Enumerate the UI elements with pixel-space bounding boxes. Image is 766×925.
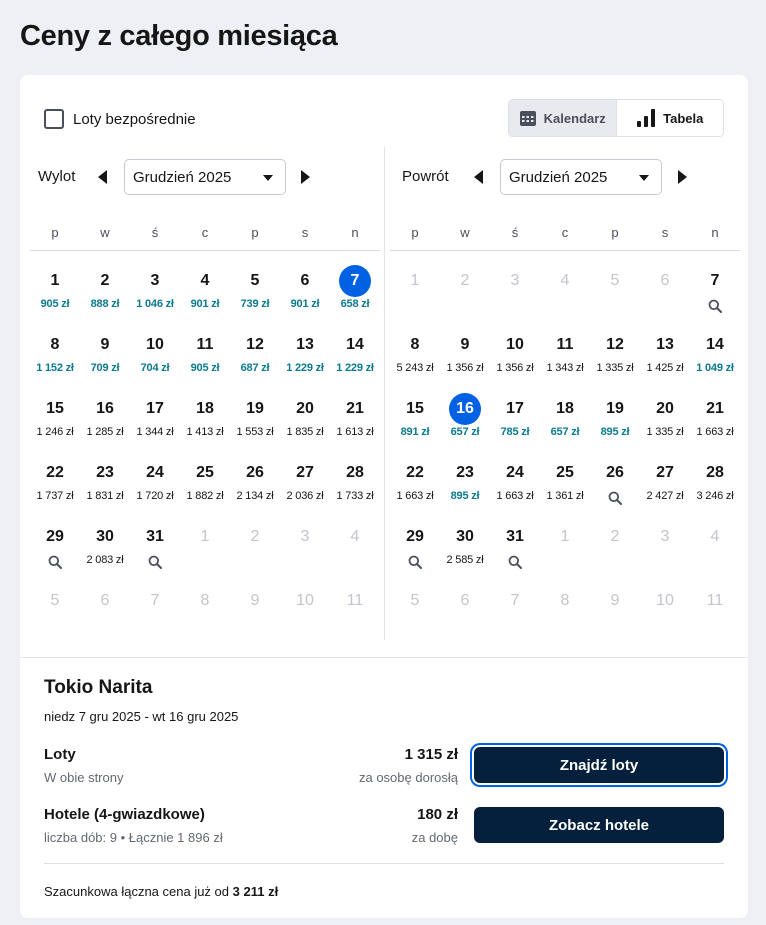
day-number: 10 bbox=[296, 592, 314, 609]
day-number: 5 bbox=[410, 592, 420, 609]
find-flights-button[interactable]: Znajdź loty bbox=[474, 747, 724, 783]
day-number: 10 bbox=[506, 336, 524, 353]
calendar-day[interactable] bbox=[280, 329, 330, 393]
page-title: Ceny z całego miesiąca bbox=[20, 20, 338, 52]
return-month-value: Grudzień 2025 bbox=[509, 169, 608, 186]
day-number: 10 bbox=[146, 336, 164, 353]
destination-title: Tokio Narita bbox=[44, 677, 153, 698]
day-price: 657 zł bbox=[550, 426, 580, 438]
calendar-day bbox=[690, 585, 740, 649]
calendar-day[interactable] bbox=[540, 457, 590, 521]
calendar-day[interactable] bbox=[330, 457, 380, 521]
tab-table-label: Tabela bbox=[663, 110, 704, 126]
search-icon bbox=[708, 299, 722, 313]
calendar-day bbox=[490, 265, 540, 329]
calendar-day[interactable] bbox=[440, 393, 490, 457]
day-price: 1 835 zł bbox=[286, 426, 324, 438]
departure-label: Wylot bbox=[38, 168, 76, 185]
departure-month-select[interactable] bbox=[124, 159, 286, 195]
day-number: 17 bbox=[146, 400, 164, 417]
search-icon bbox=[148, 555, 162, 569]
calendar-day[interactable] bbox=[80, 393, 130, 457]
calendar-day[interactable] bbox=[330, 393, 380, 457]
day-price: 1 425 zł bbox=[646, 362, 684, 374]
calendar-day bbox=[590, 521, 640, 585]
day-number: 21 bbox=[346, 400, 364, 417]
day-number: 9 bbox=[100, 336, 110, 353]
calendar-day[interactable] bbox=[180, 457, 230, 521]
day-price: 1 882 zł bbox=[186, 490, 224, 502]
weekday-label: w bbox=[460, 225, 470, 240]
calendar-day[interactable] bbox=[640, 393, 690, 457]
day-number: 4 bbox=[200, 272, 210, 289]
day-number: 9 bbox=[460, 336, 470, 353]
calendar-day[interactable] bbox=[490, 393, 540, 457]
calendar-day[interactable] bbox=[690, 265, 740, 329]
calendar-day[interactable] bbox=[130, 521, 180, 585]
day-price: 1 553 zł bbox=[236, 426, 274, 438]
calendar-day bbox=[640, 521, 690, 585]
calendar-day[interactable] bbox=[540, 329, 590, 393]
day-number: 27 bbox=[296, 464, 314, 481]
day-number: 31 bbox=[506, 528, 524, 545]
next-month-arrow-icon[interactable] bbox=[675, 168, 689, 186]
day-price: 1 285 zł bbox=[86, 426, 124, 438]
day-number: 28 bbox=[346, 464, 364, 481]
day-price: 901 zł bbox=[290, 298, 320, 310]
calendar-day bbox=[280, 585, 330, 649]
day-number: 11 bbox=[556, 336, 574, 353]
day-price: 1 737 zł bbox=[36, 490, 74, 502]
day-number: 7 bbox=[710, 272, 720, 289]
day-number: 25 bbox=[556, 464, 574, 481]
departure-day-grid bbox=[30, 265, 380, 649]
flights-title: Loty bbox=[44, 746, 76, 763]
calendar-day[interactable] bbox=[490, 329, 540, 393]
day-price: 1 046 zł bbox=[136, 298, 174, 310]
day-price: 687 zł bbox=[240, 362, 270, 374]
calendar-day[interactable] bbox=[390, 457, 440, 521]
calendar-day[interactable] bbox=[390, 521, 440, 585]
day-number: 12 bbox=[606, 336, 624, 353]
departure-month-nav bbox=[30, 159, 385, 195]
day-price: 2 585 zł bbox=[446, 554, 484, 566]
day-number: 6 bbox=[300, 272, 310, 289]
calendar-day[interactable] bbox=[280, 393, 330, 457]
calendar-day[interactable] bbox=[230, 265, 280, 329]
day-number: 14 bbox=[706, 336, 724, 353]
day-price: 1 720 zł bbox=[136, 490, 174, 502]
weekday-header bbox=[30, 225, 380, 251]
day-number: 7 bbox=[339, 265, 371, 297]
weekday-label: s bbox=[301, 225, 309, 240]
trip-summary bbox=[20, 657, 748, 918]
day-number: 3 bbox=[510, 272, 520, 289]
hotels-price: 180 zł bbox=[417, 806, 458, 823]
calendar-day[interactable] bbox=[280, 265, 330, 329]
calendar-day[interactable] bbox=[30, 265, 80, 329]
day-price: 657 zł bbox=[450, 426, 480, 438]
tab-calendar-label: Kalendarz bbox=[543, 110, 606, 126]
day-number: 23 bbox=[456, 464, 474, 481]
day-number: 20 bbox=[656, 400, 674, 417]
day-price: 1 229 zł bbox=[286, 362, 324, 374]
day-number: 3 bbox=[300, 528, 310, 545]
weekday-label: ś bbox=[511, 225, 519, 240]
flights-subtitle: W obie strony bbox=[44, 770, 124, 785]
calendar-day[interactable] bbox=[130, 329, 180, 393]
day-price: 1 049 zł bbox=[696, 362, 734, 374]
day-number: 8 bbox=[200, 592, 210, 609]
calendar-day bbox=[130, 585, 180, 649]
calendar-day bbox=[440, 585, 490, 649]
calendar-day bbox=[180, 585, 230, 649]
day-price: 3 246 zł bbox=[696, 490, 734, 502]
day-number: 25 bbox=[196, 464, 214, 481]
search-icon bbox=[408, 555, 422, 569]
day-price: 1 335 zł bbox=[646, 426, 684, 438]
calendar-day bbox=[390, 585, 440, 649]
calendar-day[interactable] bbox=[640, 329, 690, 393]
day-price: 2 083 zł bbox=[86, 554, 124, 566]
day-price: 658 zł bbox=[340, 298, 370, 310]
day-number: 5 bbox=[50, 592, 60, 609]
weekday-label: n bbox=[351, 225, 359, 240]
day-number: 15 bbox=[46, 400, 64, 417]
calendar-day[interactable] bbox=[640, 457, 690, 521]
weekday-header bbox=[390, 225, 740, 251]
day-price: 891 zł bbox=[400, 426, 430, 438]
hotels-subtitle: liczba dób: 9 • Łącznie 1 896 zł bbox=[44, 830, 223, 845]
day-price: 1 356 zł bbox=[446, 362, 484, 374]
day-number: 4 bbox=[560, 272, 570, 289]
calendar-day[interactable] bbox=[180, 265, 230, 329]
calendar-day[interactable] bbox=[230, 457, 280, 521]
day-number: 2 bbox=[250, 528, 260, 545]
day-number: 4 bbox=[710, 528, 720, 545]
calendar-day bbox=[30, 585, 80, 649]
day-price: 709 zł bbox=[90, 362, 120, 374]
calendar-day[interactable] bbox=[690, 457, 740, 521]
calendar-day[interactable] bbox=[130, 265, 180, 329]
day-number: 2 bbox=[100, 272, 110, 289]
hotels-title: Hotele (4-gwiazdkowe) bbox=[44, 806, 205, 823]
day-number: 1 bbox=[200, 528, 210, 545]
day-price: 901 zł bbox=[190, 298, 220, 310]
calendar-day[interactable] bbox=[690, 329, 740, 393]
day-price: 1 246 zł bbox=[36, 426, 74, 438]
day-number: 14 bbox=[346, 336, 364, 353]
weekday-label: p bbox=[251, 225, 259, 240]
calendar-day[interactable] bbox=[540, 393, 590, 457]
day-price: 1 361 zł bbox=[546, 490, 584, 502]
prev-month-arrow-icon[interactable] bbox=[96, 168, 110, 186]
summary-divider bbox=[44, 863, 724, 864]
return-label: Powrót bbox=[402, 168, 449, 185]
calendar-day[interactable] bbox=[230, 329, 280, 393]
calendar-day bbox=[590, 265, 640, 329]
calendar-day[interactable] bbox=[490, 521, 540, 585]
total-price: 3 211 zł bbox=[232, 884, 279, 899]
day-price: 1 663 zł bbox=[496, 490, 534, 502]
calendar-day bbox=[390, 265, 440, 329]
calendar-day[interactable] bbox=[80, 521, 130, 585]
day-price: 2 427 zł bbox=[646, 490, 684, 502]
day-number: 31 bbox=[146, 528, 164, 545]
day-price: 1 413 zł bbox=[186, 426, 224, 438]
calendar-day[interactable] bbox=[390, 393, 440, 457]
calendar-day[interactable] bbox=[390, 329, 440, 393]
calendar-day bbox=[230, 521, 280, 585]
calendar-day[interactable] bbox=[440, 457, 490, 521]
day-number: 2 bbox=[610, 528, 620, 545]
calendar-day bbox=[440, 265, 490, 329]
calendar-day[interactable] bbox=[590, 329, 640, 393]
calendar-day[interactable] bbox=[440, 329, 490, 393]
day-number: 24 bbox=[506, 464, 524, 481]
day-price: 704 zł bbox=[140, 362, 170, 374]
day-number: 15 bbox=[406, 400, 424, 417]
day-number: 30 bbox=[456, 528, 474, 545]
day-number: 7 bbox=[510, 592, 520, 609]
day-price: 1 663 zł bbox=[696, 426, 734, 438]
day-number: 17 bbox=[506, 400, 524, 417]
calendar-day[interactable] bbox=[280, 457, 330, 521]
day-number: 18 bbox=[556, 400, 574, 417]
day-number: 23 bbox=[96, 464, 114, 481]
see-hotels-button[interactable]: Zobacz hotele bbox=[474, 807, 724, 843]
day-number: 1 bbox=[410, 272, 420, 289]
day-number: 11 bbox=[346, 592, 364, 609]
day-number: 11 bbox=[196, 336, 214, 353]
calendar-day bbox=[640, 585, 690, 649]
day-number: 13 bbox=[296, 336, 314, 353]
day-number: 29 bbox=[406, 528, 424, 545]
calendar-day[interactable] bbox=[80, 265, 130, 329]
day-number: 24 bbox=[146, 464, 164, 481]
day-price: 905 zł bbox=[190, 362, 220, 374]
return-day-grid bbox=[390, 265, 740, 649]
calendar-day bbox=[280, 521, 330, 585]
calendar-day[interactable] bbox=[130, 457, 180, 521]
day-price: 1 663 zł bbox=[396, 490, 434, 502]
day-price: 895 zł bbox=[450, 490, 480, 502]
calendar-day bbox=[230, 585, 280, 649]
price-calendar-panel bbox=[20, 75, 748, 918]
day-number: 26 bbox=[606, 464, 624, 481]
calendar-day[interactable] bbox=[490, 457, 540, 521]
calendar-day bbox=[330, 521, 380, 585]
day-price: 1 733 zł bbox=[336, 490, 374, 502]
day-price: 1 152 zł bbox=[36, 362, 74, 374]
day-number: 7 bbox=[150, 592, 160, 609]
weekday-label: s bbox=[661, 225, 669, 240]
search-icon bbox=[608, 491, 622, 505]
calendar-day bbox=[690, 521, 740, 585]
day-number: 18 bbox=[196, 400, 214, 417]
day-number: 21 bbox=[706, 400, 724, 417]
day-price: 2 134 zł bbox=[236, 490, 274, 502]
calendar-day[interactable] bbox=[80, 457, 130, 521]
trip-dates: niedz 7 gru 2025 - wt 16 gru 2025 bbox=[44, 709, 239, 724]
day-number: 5 bbox=[610, 272, 620, 289]
day-price: 1 356 zł bbox=[496, 362, 534, 374]
calendar-day[interactable] bbox=[130, 393, 180, 457]
weekday-label: p bbox=[411, 225, 419, 240]
direct-flights-label: Loty bezpośrednie bbox=[73, 110, 196, 128]
calendar-day[interactable] bbox=[30, 457, 80, 521]
day-price: 1 613 zł bbox=[336, 426, 374, 438]
weekday-label: p bbox=[611, 225, 619, 240]
calendar-day[interactable] bbox=[590, 457, 640, 521]
day-price: 785 zł bbox=[500, 426, 530, 438]
day-price: 1 335 zł bbox=[596, 362, 634, 374]
day-number: 9 bbox=[250, 592, 260, 609]
calendar-day bbox=[490, 585, 540, 649]
day-price: 888 zł bbox=[90, 298, 120, 310]
day-price: 1 343 zł bbox=[546, 362, 584, 374]
day-price: 1 831 zł bbox=[86, 490, 124, 502]
day-number: 4 bbox=[350, 528, 360, 545]
day-number: 13 bbox=[656, 336, 674, 353]
day-number: 8 bbox=[560, 592, 570, 609]
weekday-label: c bbox=[561, 225, 569, 240]
day-number: 11 bbox=[706, 592, 724, 609]
search-icon bbox=[48, 555, 62, 569]
day-number: 2 bbox=[460, 272, 470, 289]
weekday-label: w bbox=[100, 225, 110, 240]
calendar-day[interactable] bbox=[690, 393, 740, 457]
departure-month-value: Grudzień 2025 bbox=[133, 169, 232, 186]
day-number: 22 bbox=[406, 464, 424, 481]
day-number: 28 bbox=[706, 464, 724, 481]
total-label: Szacunkowa łączna cena już od bbox=[44, 884, 230, 899]
next-month-arrow-icon[interactable] bbox=[298, 168, 312, 186]
day-price: 739 zł bbox=[240, 298, 270, 310]
calendar-day[interactable] bbox=[330, 329, 380, 393]
day-number: 29 bbox=[46, 528, 64, 545]
return-calendar bbox=[390, 75, 745, 655]
day-number: 9 bbox=[610, 592, 620, 609]
day-price: 1 344 zł bbox=[136, 426, 174, 438]
calendar-day bbox=[540, 521, 590, 585]
calendar-day[interactable] bbox=[80, 329, 130, 393]
calendar-day bbox=[640, 265, 690, 329]
chevron-down-icon bbox=[639, 175, 649, 181]
calendar-day bbox=[590, 585, 640, 649]
calendar-day[interactable] bbox=[330, 265, 380, 329]
calendar-day[interactable] bbox=[30, 393, 80, 457]
day-number: 16 bbox=[96, 400, 114, 417]
day-number: 3 bbox=[660, 528, 670, 545]
calendar-day bbox=[330, 585, 380, 649]
day-price: 895 zł bbox=[600, 426, 630, 438]
calendar-day bbox=[180, 521, 230, 585]
search-icon bbox=[508, 555, 522, 569]
day-price: 905 zł bbox=[40, 298, 70, 310]
day-price: 2 036 zł bbox=[286, 490, 324, 502]
prev-month-arrow-icon[interactable] bbox=[472, 168, 486, 186]
weekday-label: n bbox=[711, 225, 719, 240]
calendar-day[interactable] bbox=[440, 521, 490, 585]
calendar-day bbox=[540, 585, 590, 649]
day-number: 5 bbox=[250, 272, 260, 289]
calendar-day[interactable] bbox=[30, 521, 80, 585]
return-month-select[interactable] bbox=[500, 159, 662, 195]
day-number: 19 bbox=[246, 400, 264, 417]
day-number: 26 bbox=[246, 464, 264, 481]
day-number: 22 bbox=[46, 464, 64, 481]
day-number: 8 bbox=[410, 336, 420, 353]
calendar-day[interactable] bbox=[590, 393, 640, 457]
calendar-day[interactable] bbox=[230, 393, 280, 457]
calendar-day bbox=[540, 265, 590, 329]
day-number: 10 bbox=[656, 592, 674, 609]
day-number: 8 bbox=[50, 336, 60, 353]
day-number: 27 bbox=[656, 464, 674, 481]
calendar-day[interactable] bbox=[180, 329, 230, 393]
day-price: 1 229 zł bbox=[336, 362, 374, 374]
day-number: 6 bbox=[460, 592, 470, 609]
flights-price-unit: za osobę dorosłą bbox=[358, 770, 458, 785]
return-month-nav bbox=[390, 159, 745, 195]
day-number: 12 bbox=[246, 336, 264, 353]
day-price: 5 243 zł bbox=[396, 362, 434, 374]
estimated-total bbox=[44, 884, 278, 899]
day-number: 20 bbox=[296, 400, 314, 417]
day-number: 3 bbox=[150, 272, 160, 289]
calendar-day[interactable] bbox=[30, 329, 80, 393]
hotels-price-unit: za dobę bbox=[411, 830, 458, 845]
day-number: 1 bbox=[560, 528, 570, 545]
day-number: 1 bbox=[50, 272, 60, 289]
day-number: 19 bbox=[606, 400, 624, 417]
weekday-label: ś bbox=[151, 225, 159, 240]
day-number: 6 bbox=[100, 592, 110, 609]
day-number: 30 bbox=[96, 528, 114, 545]
weekday-label: p bbox=[51, 225, 59, 240]
flights-price: 1 315 zł bbox=[404, 746, 458, 763]
day-number: 16 bbox=[449, 393, 481, 425]
calendar-day[interactable] bbox=[180, 393, 230, 457]
weekday-label: c bbox=[201, 225, 209, 240]
departure-calendar bbox=[30, 75, 385, 655]
calendar-day bbox=[80, 585, 130, 649]
day-number: 6 bbox=[660, 272, 670, 289]
chevron-down-icon bbox=[263, 175, 273, 181]
